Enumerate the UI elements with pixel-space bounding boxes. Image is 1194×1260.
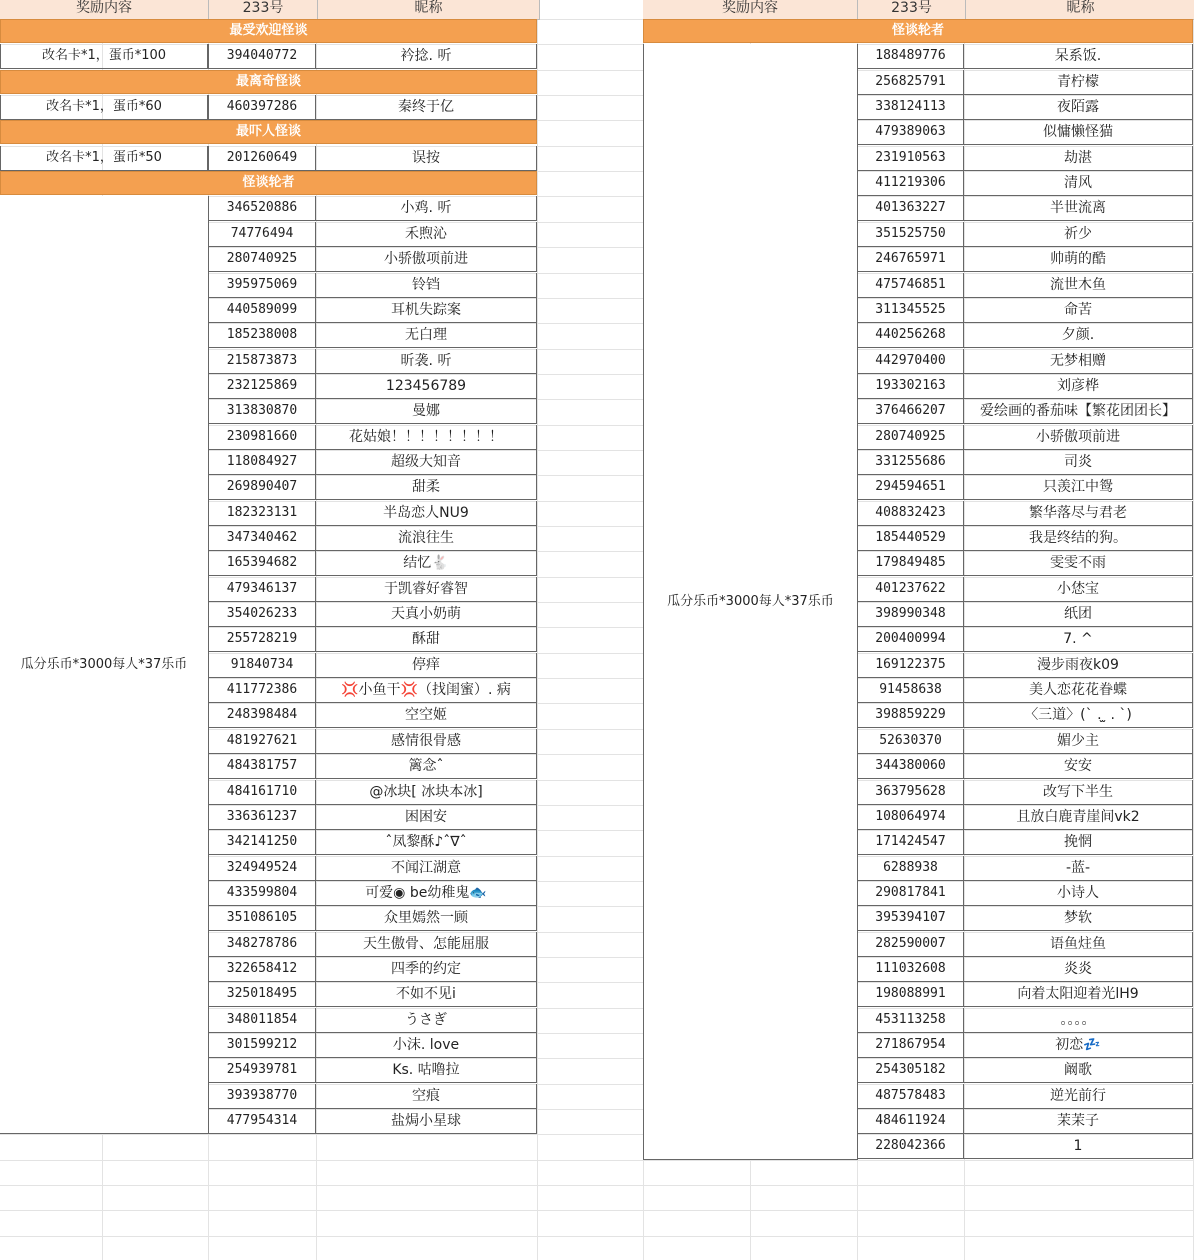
uid-cell[interactable]: 188489776 xyxy=(857,44,964,68)
nickname-cell[interactable]: 7. ^ xyxy=(964,627,1193,651)
nickname-cell[interactable]: 花姑娘！！！！！！！！ xyxy=(316,425,537,449)
uid-cell[interactable]: 246765971 xyxy=(857,247,964,271)
nickname-cell[interactable]: 夕颜. xyxy=(964,323,1193,347)
nickname-cell[interactable]: 纸团 xyxy=(964,602,1193,626)
uid-cell[interactable]: 169122375 xyxy=(857,653,964,677)
nickname-cell[interactable]: 小恷宝 xyxy=(964,577,1193,601)
uid-cell[interactable]: 484381757 xyxy=(208,754,316,778)
section-title: 怪谈轮者 xyxy=(242,175,295,190)
nickname-cell[interactable]: 夜陌露 xyxy=(964,95,1193,119)
nickname-cell[interactable]: 只羡江中鸳 xyxy=(964,475,1193,499)
uid-cell[interactable]: 487578483 xyxy=(857,1084,964,1108)
uid-cell[interactable]: 6288938 xyxy=(857,856,964,880)
reward-cell[interactable]: 改名卡*1，蛋币*50 xyxy=(0,146,208,170)
nickname-cell[interactable]: 不闻江湖意 xyxy=(316,856,537,880)
uid-cell[interactable]: 351086105 xyxy=(208,906,316,930)
uid-cell[interactable]: 313830870 xyxy=(208,399,316,423)
grid-row-line xyxy=(0,1210,1194,1211)
uid-cell[interactable]: 411772386 xyxy=(208,678,316,702)
reward-cell[interactable]: 改名卡*1，蛋币*100 xyxy=(0,44,208,68)
table-row xyxy=(0,44,537,69)
nickname-cell[interactable]: 天生傲骨、怎能屈服 xyxy=(316,932,537,956)
nickname-cell[interactable]: 甜柔 xyxy=(316,475,537,499)
section-header xyxy=(0,171,537,195)
uid-cell[interactable]: 460397286 xyxy=(208,95,316,119)
uid-cell[interactable]: 354026233 xyxy=(208,602,316,626)
nickname-cell[interactable]: 阚歌 xyxy=(964,1058,1193,1082)
uid-cell[interactable]: 325018495 xyxy=(208,982,316,1006)
nickname-cell[interactable]: 酥甜 xyxy=(316,627,537,651)
uid-cell[interactable]: 479346137 xyxy=(208,577,316,601)
grid-row-line xyxy=(0,1236,1194,1237)
nickname-cell[interactable]: 半世流离 xyxy=(964,196,1193,220)
nickname-cell[interactable]: 劫湛 xyxy=(964,146,1193,170)
uid-cell[interactable]: 232125869 xyxy=(208,374,316,398)
uid-cell[interactable]: 118084927 xyxy=(208,450,316,474)
header-nick[interactable]: 昵称 xyxy=(318,0,540,19)
uid-cell[interactable]: 322658412 xyxy=(208,957,316,981)
uid-cell[interactable]: 481927621 xyxy=(208,729,316,753)
uid-cell[interactable]: 185238008 xyxy=(208,323,316,347)
uid-cell[interactable]: 248398484 xyxy=(208,703,316,727)
uid-cell[interactable]: 398990348 xyxy=(857,602,964,626)
nickname-cell[interactable]: 青柠檬 xyxy=(964,70,1193,94)
uid-cell[interactable]: 290817841 xyxy=(857,881,964,905)
section-title: 怪谈轮者 xyxy=(891,23,944,38)
nickname-cell[interactable]: 无梦相赠 xyxy=(964,349,1193,373)
header-uid[interactable]: 233号 xyxy=(858,0,966,19)
nickname-cell[interactable]: 结忆🐇 xyxy=(316,551,537,575)
nickname-cell[interactable]: 1 xyxy=(964,1134,1193,1158)
nickname-cell[interactable]: 刘彦桦 xyxy=(964,374,1193,398)
uid-cell[interactable]: 269890407 xyxy=(208,475,316,499)
grid-row-line xyxy=(0,1185,1194,1186)
uid-cell[interactable]: 254939781 xyxy=(208,1058,316,1082)
nickname-cell[interactable]: 我是终结的狗。 xyxy=(964,526,1193,550)
nickname-cell[interactable]: 停痒 xyxy=(316,653,537,677)
uid-cell[interactable]: 347340462 xyxy=(208,526,316,550)
uid-cell[interactable]: 395394107 xyxy=(857,906,964,930)
section-title: 最离奇怪谈 xyxy=(235,74,301,89)
header-reward[interactable]: 奖励内容 xyxy=(643,0,858,19)
uid-cell[interactable]: 475746851 xyxy=(857,273,964,297)
uid-cell[interactable]: 348278786 xyxy=(208,932,316,956)
nickname-cell[interactable]: 空痕 xyxy=(316,1084,537,1108)
nickname-cell[interactable]: 不如不见i xyxy=(316,982,537,1006)
nickname-cell[interactable]: 帅萌的酷 xyxy=(964,247,1193,271)
nickname-cell[interactable]: 昕袭. 听 xyxy=(316,349,537,373)
nickname-cell[interactable]: 感情很骨感 xyxy=(316,729,537,753)
nickname-cell[interactable]: 梦软 xyxy=(964,906,1193,930)
nickname-cell[interactable]: 炎炎 xyxy=(964,957,1193,981)
nickname-cell[interactable]: 耳机失踪案 xyxy=(316,298,537,322)
nickname-cell[interactable]: 媚少主 xyxy=(964,729,1193,753)
participants-reward xyxy=(643,44,858,1160)
nickname-cell[interactable]: 空空姬 xyxy=(316,703,537,727)
section-title: 最吓人怪谈 xyxy=(235,124,301,139)
uid-cell[interactable]: 395975069 xyxy=(208,273,316,297)
grid-row-line xyxy=(0,1160,1194,1161)
nickname-cell[interactable]: 曼娜 xyxy=(316,399,537,423)
uid-cell[interactable]: 401237622 xyxy=(857,577,964,601)
nickname-cell[interactable]: 无白理 xyxy=(316,323,537,347)
uid-cell[interactable]: 228042366 xyxy=(857,1134,964,1158)
uid-cell[interactable]: 393938770 xyxy=(208,1084,316,1108)
section-header xyxy=(0,19,537,43)
nickname-cell[interactable]: 半岛恋人NU9 xyxy=(316,501,537,525)
uid-cell[interactable]: 342141250 xyxy=(208,830,316,854)
uid-cell[interactable]: 182323131 xyxy=(208,501,316,525)
nickname-cell[interactable]: 禾煦沁 xyxy=(316,222,537,246)
nickname-cell[interactable]: 超级大知音 xyxy=(316,450,537,474)
nickname-cell[interactable]: 小骄傲项前进 xyxy=(316,247,537,271)
nickname-cell[interactable]: うさぎ xyxy=(316,1008,537,1032)
nickname-cell[interactable]: 小诗人 xyxy=(964,881,1193,905)
nickname-cell[interactable]: 司炎 xyxy=(964,450,1193,474)
uid-cell[interactable]: 346520886 xyxy=(208,196,316,220)
nickname-cell[interactable]: 123456789 xyxy=(316,374,537,398)
uid-cell[interactable]: 282590007 xyxy=(857,932,964,956)
uid-cell[interactable]: 453113258 xyxy=(857,1008,964,1032)
nickname-cell[interactable]: 困困安 xyxy=(316,805,537,829)
header-row xyxy=(643,0,1194,20)
reward-line: 每人*37乐币 xyxy=(758,594,834,609)
section-header xyxy=(0,120,537,144)
uid-cell[interactable]: 165394682 xyxy=(208,551,316,575)
uid-cell[interactable]: 280740925 xyxy=(208,247,316,271)
nickname-cell[interactable]: 流浪往生 xyxy=(316,526,537,550)
nickname-cell[interactable]: 呆系饭. xyxy=(964,44,1193,68)
uid-cell[interactable]: 231910563 xyxy=(857,146,964,170)
nickname-cell[interactable]: 。。。。 xyxy=(964,1008,1193,1032)
nickname-cell[interactable]: -蓝- xyxy=(964,856,1193,880)
uid-cell[interactable]: 484161710 xyxy=(208,780,316,804)
uid-cell[interactable]: 198088991 xyxy=(857,982,964,1006)
uid-cell[interactable]: 433599804 xyxy=(208,881,316,905)
nickname-cell[interactable]: 秦终于亿 xyxy=(316,95,537,119)
uid-cell[interactable]: 398859229 xyxy=(857,703,964,727)
uid-cell[interactable]: 108064974 xyxy=(857,805,964,829)
uid-cell[interactable]: 331255686 xyxy=(857,450,964,474)
uid-cell[interactable]: 338124113 xyxy=(857,95,964,119)
uid-cell[interactable]: 440256268 xyxy=(857,323,964,347)
nickname-cell[interactable]: 改写下半生 xyxy=(964,780,1193,804)
uid-cell[interactable]: 171424547 xyxy=(857,830,964,854)
nickname-cell[interactable]: 向着太阳迎着光lH9 xyxy=(964,982,1193,1006)
nickname-cell[interactable]: 似慵懒怪猫 xyxy=(964,120,1193,144)
uid-cell[interactable]: 271867954 xyxy=(857,1033,964,1057)
section-header xyxy=(643,19,1193,43)
uid-cell[interactable]: 74776494 xyxy=(208,222,316,246)
nickname-cell[interactable]: 众里嫣然一顾 xyxy=(316,906,537,930)
uid-cell[interactable]: 311345525 xyxy=(857,298,964,322)
grid-column-line xyxy=(537,0,538,1260)
uid-cell[interactable]: 394040772 xyxy=(208,44,316,68)
uid-cell[interactable]: 215873873 xyxy=(208,349,316,373)
nickname-cell[interactable]: 语鱼炷鱼 xyxy=(964,932,1193,956)
uid-cell[interactable]: 479389063 xyxy=(857,120,964,144)
nickname-cell[interactable]: 四季的约定 xyxy=(316,957,537,981)
uid-cell[interactable]: 91458638 xyxy=(857,678,964,702)
nickname-cell[interactable]: 天真小奶萌 xyxy=(316,602,537,626)
uid-cell[interactable]: 200400994 xyxy=(857,627,964,651)
uid-cell[interactable]: 351525750 xyxy=(857,222,964,246)
uid-cell[interactable]: 344380060 xyxy=(857,754,964,778)
uid-cell[interactable]: 348011854 xyxy=(208,1008,316,1032)
uid-cell[interactable]: 336361237 xyxy=(208,805,316,829)
header-nick[interactable]: 昵称 xyxy=(966,0,1194,19)
nickname-cell[interactable]: 铃铛 xyxy=(316,273,537,297)
nickname-cell[interactable]: 篱念ˆ xyxy=(316,754,537,778)
nickname-cell[interactable]: 〈三道〉(ˋ . ̫ . ˋ) xyxy=(964,703,1193,727)
reward-line: 每人*37乐币 xyxy=(112,657,188,672)
section-title: 最受欢迎怪谈 xyxy=(229,23,308,38)
table-row xyxy=(0,146,537,171)
nickname-cell[interactable]: 流世木鱼 xyxy=(964,273,1193,297)
nickname-cell[interactable]: 爱绘画的番茄味【繁花团团长】 xyxy=(964,399,1193,423)
uid-cell[interactable]: 477954314 xyxy=(208,1109,316,1133)
nickname-cell[interactable]: Ks. 咕噜拉 xyxy=(316,1058,537,1082)
nickname-cell[interactable]: 💢小鱼干💢（找闺蜜）. 病 xyxy=(316,678,537,702)
participants-reward xyxy=(0,196,209,1134)
section-header xyxy=(0,70,537,94)
nickname-cell[interactable]: 小骄傲项前进 xyxy=(964,425,1193,449)
nickname-cell[interactable]: 逆光前行 xyxy=(964,1084,1193,1108)
nickname-cell[interactable]: 雯雯不雨 xyxy=(964,551,1193,575)
uid-cell[interactable]: 185440529 xyxy=(857,526,964,550)
table-row xyxy=(0,95,537,120)
nickname-cell[interactable]: 衿捻. 听 xyxy=(316,44,537,68)
uid-cell[interactable]: 363795628 xyxy=(857,780,964,804)
header-reward[interactable]: 奖励内容 xyxy=(0,0,209,19)
uid-cell[interactable]: 256825791 xyxy=(857,70,964,94)
uid-cell[interactable]: 376466207 xyxy=(857,399,964,423)
uid-cell[interactable]: 294594651 xyxy=(857,475,964,499)
reward-cell[interactable]: 改名卡*1，蛋币*60 xyxy=(0,95,208,119)
nickname-cell[interactable]: 且放白鹿青崖间vk2 xyxy=(964,805,1193,829)
nickname-cell[interactable]: 盐焗小星球 xyxy=(316,1109,537,1133)
uid-cell[interactable]: 254305182 xyxy=(857,1058,964,1082)
nickname-cell[interactable]: 漫步雨夜k09 xyxy=(964,653,1193,677)
header-uid[interactable]: 233号 xyxy=(209,0,318,19)
nickname-cell[interactable]: 美人恋花花眷蝶 xyxy=(964,678,1193,702)
header-row xyxy=(0,0,540,20)
uid-cell[interactable]: 52630370 xyxy=(857,729,964,753)
nickname-cell[interactable]: 安安 xyxy=(964,754,1193,778)
uid-cell[interactable]: 111032608 xyxy=(857,957,964,981)
nickname-cell[interactable]: 小鸡. 听 xyxy=(316,196,537,220)
uid-cell[interactable]: 280740925 xyxy=(857,425,964,449)
nickname-cell[interactable]: 茉茉子 xyxy=(964,1109,1193,1133)
nickname-cell[interactable]: 挽惘 xyxy=(964,830,1193,854)
uid-cell[interactable]: 440589099 xyxy=(208,298,316,322)
reward-line: 瓜分乐币*3000 xyxy=(667,594,759,609)
nickname-cell[interactable]: 可爱◉ be幼稚鬼🐟 xyxy=(316,881,537,905)
nickname-cell[interactable]: 小沫. love xyxy=(316,1033,537,1057)
uid-cell[interactable]: 230981660 xyxy=(208,425,316,449)
nickname-cell[interactable]: 命苦 xyxy=(964,298,1193,322)
nickname-cell[interactable]: 初恋💤 xyxy=(964,1033,1193,1057)
uid-cell[interactable]: 408832423 xyxy=(857,501,964,525)
nickname-cell[interactable]: ˆ凤黎酥♪ˆ∇ˆ xyxy=(316,830,537,854)
uid-cell[interactable]: 179849485 xyxy=(857,551,964,575)
uid-cell[interactable]: 301599212 xyxy=(208,1033,316,1057)
nickname-cell[interactable]: @冰块[ 冰块本冰] xyxy=(316,780,537,804)
uid-cell[interactable]: 255728219 xyxy=(208,627,316,651)
uid-cell[interactable]: 201260649 xyxy=(208,146,316,170)
uid-cell[interactable]: 442970400 xyxy=(857,349,964,373)
uid-cell[interactable]: 193302163 xyxy=(857,374,964,398)
nickname-cell[interactable]: 祈少 xyxy=(964,222,1193,246)
nickname-cell[interactable]: 清风 xyxy=(964,171,1193,195)
nickname-cell[interactable]: 误按 xyxy=(316,146,537,170)
nickname-cell[interactable]: 繁华落尽与君老 xyxy=(964,501,1193,525)
uid-cell[interactable]: 484611924 xyxy=(857,1109,964,1133)
uid-cell[interactable]: 401363227 xyxy=(857,196,964,220)
uid-cell[interactable]: 91840734 xyxy=(208,653,316,677)
nickname-cell[interactable]: 于凯睿好睿智 xyxy=(316,577,537,601)
reward-line: 瓜分乐币*3000 xyxy=(20,657,113,672)
uid-cell[interactable]: 411219306 xyxy=(857,171,964,195)
uid-cell[interactable]: 324949524 xyxy=(208,856,316,880)
